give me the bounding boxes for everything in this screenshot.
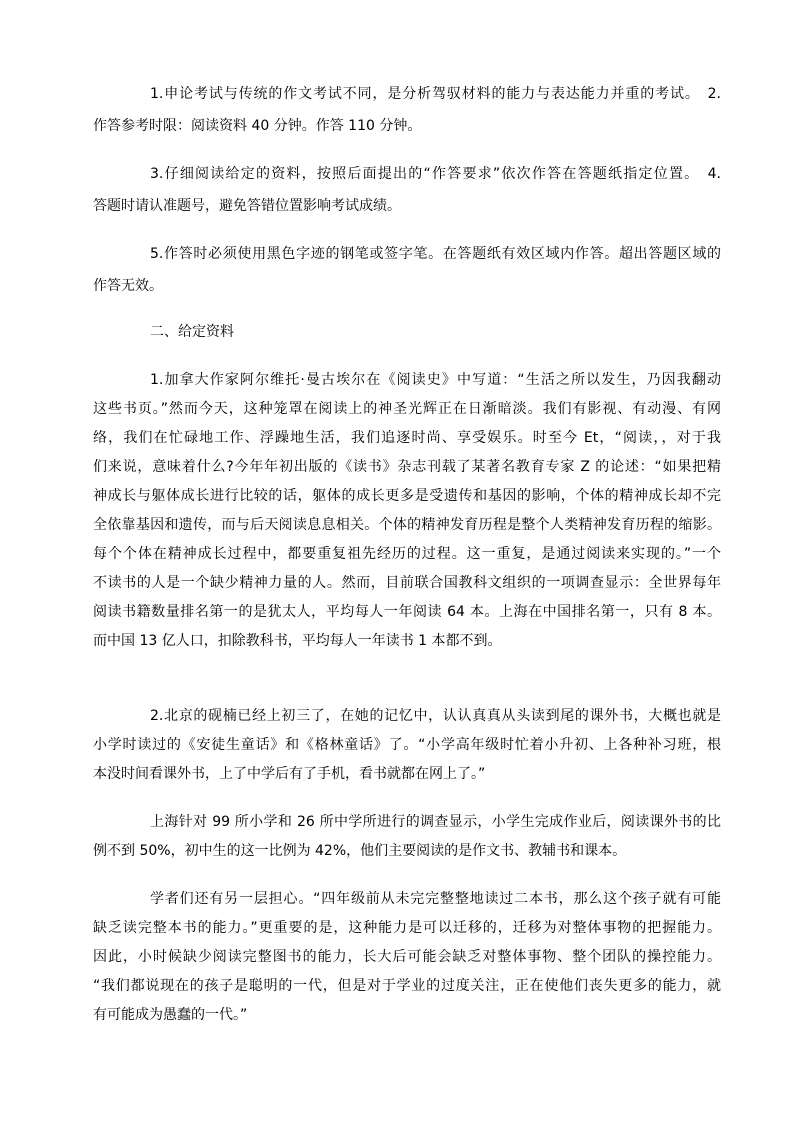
text-line: 有可能成为愚蠢的一代。”	[93, 1007, 248, 1023]
text-line: 1.加拿大作家阿尔维托·曼古埃尔在《阅读史》中写道：“生活之所以发生，乃因我翻动	[150, 372, 721, 388]
text-line: 本没时间看课外书，上了中学后有了手机，看书就都在网上了。”	[93, 766, 486, 782]
text-line: “我们都说现在的孩子是聪明的一代，但是对于学业的过度关注，正在使他们丧失更多的能力，就	[93, 978, 721, 994]
text-line: 因此，小时候缺少阅读完整图书的能力，长大后可能会缺乏对整体事物、整个团队的操控能力。	[93, 949, 721, 965]
text-line: 答题时请认准题号，避免答错位置影响考试成绩。	[93, 198, 401, 214]
text-line: 们来说，意味着什么?今年年初出版的《读书》杂志刊载了某著名教育专家 Z 的论述：“如果把精	[93, 459, 721, 475]
section-heading	[93, 318, 721, 347]
text-line: 络，我们在忙碌地工作、浮躁地生活，我们追逐时尚、享受娱乐。时至今 Et，“阅读，，对于我	[93, 430, 721, 446]
text-line: 而中国 13 亿人口，扣除教科书，平均每人一年读书 1 本都不到。	[93, 633, 502, 649]
text-line: 阅读书籍数量排名第一的是犹太人，平均每人一年阅读 64 本。上海在中国排名第一，只有 8 本。	[93, 604, 721, 620]
text-line: 学者们还有另一层担心。“四年级前从未完完整整地读过二本书，那么这个孩子就有可能	[150, 891, 721, 907]
instruction-1	[93, 78, 721, 142]
text-line: 缺乏读完整本书的能力。”更重要的是，这种能力是可以迁移的，迁移为对整体事物的把握能力。	[93, 920, 721, 936]
text-line: 上海针对 99 所小学和 26 所中学所进行的调查显示，小学生完成作业后，阅读课外书的比	[150, 814, 721, 830]
text-line: 作答无效。	[93, 278, 163, 294]
material-1	[93, 366, 721, 656]
material-4	[93, 885, 721, 1030]
heading-text: 二、给定资料	[150, 324, 234, 340]
text-line: 不读书的人是一个缺少精神力量的人。然而，目前联合国教科文组织的一项调查显示：全世界每年	[93, 575, 721, 591]
text-line: 这些书页。”然而今天，这种笼罩在阅读上的神圣光辉正在日渐暗淡。我们有影视、有动漫、有网	[93, 401, 721, 417]
text-line: 小学时读过的《安徒生童话》和《格林童话》了。“小学高年级时忙着小升初、上各种补习班，根	[93, 737, 721, 753]
text-line: 2.北京的砚楠已经上初三了，在她的记忆中，认认真真从头读到尾的课外书，大概也就是	[150, 708, 721, 724]
text-line: 全依靠基因和遗传，而与后天阅读息息相关。个体的精神发育历程是整个人类精神发育历程的缩影。	[93, 517, 721, 533]
material-3	[93, 808, 721, 866]
text-line: 每个个体在精神成长过程中，都要重复祖先经历的过程。这一重复，是通过阅读来实现的。”一个	[93, 546, 721, 562]
text-line: 1.申论考试与传统的作文考试不同，是分析驾驭材料的能力与表达能力并重的考试。 2.	[150, 86, 721, 102]
text-line: 3.仔细阅读给定的资料，按照后面提出的“作答要求”依次作答在答题纸指定位置。 4.	[150, 166, 721, 182]
text-line: 5.作答时必须使用黑色字迹的钢笔或签字笔。在答题纸有效区域内作答。超出答题区域的	[150, 246, 721, 262]
material-2	[93, 702, 721, 789]
instruction-2	[93, 158, 721, 222]
instruction-3	[93, 238, 721, 302]
text-line: 例不到 50%，初中生的这一比例为 42%，他们主要阅读的是作文书、教辅书和课本。	[93, 843, 627, 859]
text-line: 作答参考时限：阅读资料 40 分钟。作答 110 分钟。	[93, 118, 422, 134]
text-line: 神成长与躯体成长进行比较的话，躯体的成长更多是受遗传和基因的影响，个体的精神成长却不完	[93, 488, 721, 504]
